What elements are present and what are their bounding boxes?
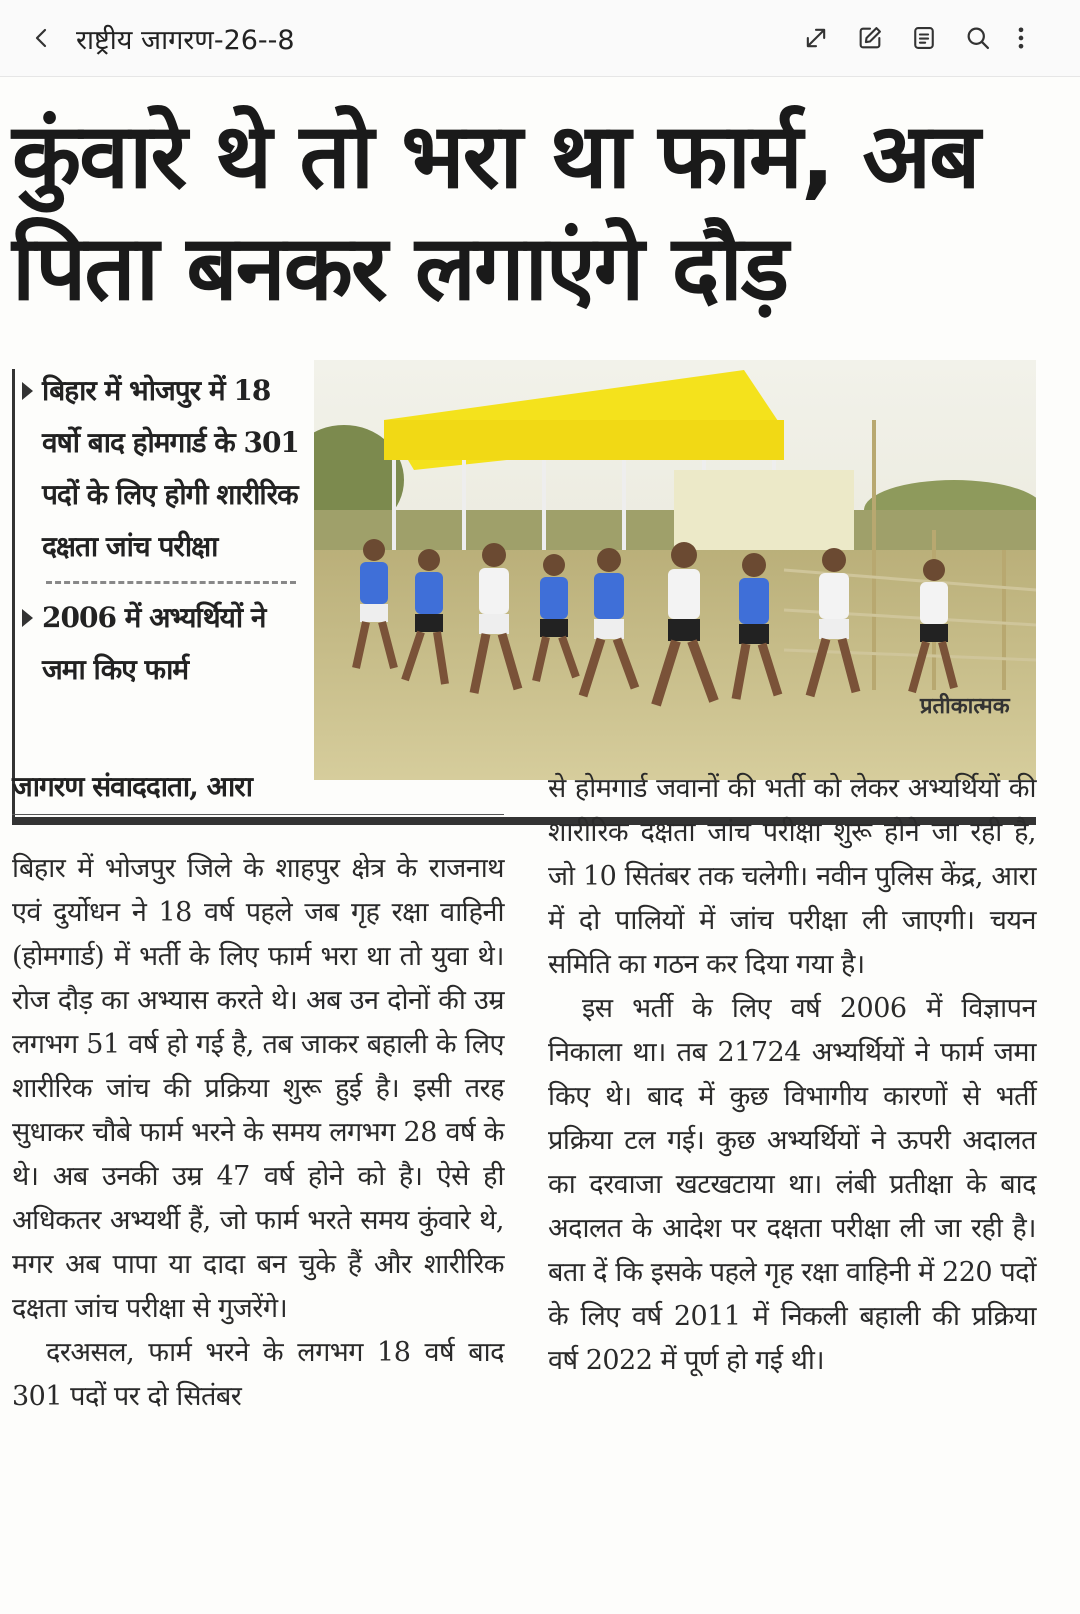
bullet-triangle-icon: [22, 382, 33, 400]
article-column-2: [548, 767, 1036, 1383]
edit-button[interactable]: [850, 18, 890, 58]
expand-button[interactable]: [796, 18, 836, 58]
byline: जागरण संवाददाता, आरा: [12, 770, 253, 803]
headline-line-2: पिता बनकर लगाएंगे दौड़: [12, 216, 787, 321]
edit-icon: [856, 24, 884, 52]
photo-credit: प्रतीकात्मक: [920, 693, 1010, 719]
more-options-button[interactable]: [1006, 18, 1036, 58]
article-paragraph: से होमगार्ड जवानों की भर्ती को लेकर अभ्यर्थियों की शारीरिक दक्षता जांच परीक्षा शुरू होने जा रही है, जो 10 सितंबर तक चलेगी। नवीन पुलिस केंद्र, आरा में दो पालियों में जांच परीक्षा ली जाएगी। चयन समिति का गठन कर दिया गया है।: [548, 773, 1036, 980]
document-title: राष्ट्रीय जागरण-26--8: [76, 25, 295, 56]
bullet-divider: [46, 581, 296, 584]
newspaper-clipping: [0, 77, 1080, 1614]
highlight-bullet-1: बिहार में भोजपुर में 18 वर्षो बाद होमगार्ड के 301 पदों के लिए होगी शारीरिक दक्षता जांच परीक्षा: [22, 365, 312, 573]
frame-left-rule: [12, 369, 15, 819]
top-app-bar: [0, 0, 1080, 77]
search-icon: [964, 24, 992, 52]
reader-icon: [910, 24, 938, 52]
article-paragraph: दरअसल, फार्म भरने के लगभग 18 वर्ष बाद 301 पदों पर दो सितंबर: [12, 1337, 504, 1412]
reader-mode-button[interactable]: [904, 18, 944, 58]
article-paragraph: इस भर्ती के लिए वर्ष 2006 में विज्ञापन निकाला था। तब 21724 अभ्यर्थियों ने फार्म जमा किए थे। बाद में कुछ विभागीय कारणों से भर्ती प्रक्रिया टल गई। कुछ अभ्यर्थियों ने ऊपरी अदालत का दरवाजा खटखटाया था। लंबी प्रतीक्षा के बाद अदालत के आदेश पर दक्षता परीक्षा ली जा रही है। बता दें कि इसके पहले गृह रक्षा वाहिनी में 220 पदों के लिए वर्ष 2011 में निकली बहाली की प्रक्रिया वर्ष 2022 में पूर्ण हो गई थी।: [548, 993, 1036, 1376]
chevron-left-icon: [30, 26, 54, 50]
more-vert-icon: [1007, 24, 1035, 52]
highlights-box: [22, 365, 312, 696]
bullet-triangle-icon: [22, 609, 33, 627]
article-paragraph: बिहार में भोजपुर जिले के शाहपुर क्षेत्र के राजनाथ एवं दुर्योधन ने 18 वर्ष पहले जब गृह रक्षा वाहिनी (होमगार्ड) में भर्ती के लिए फार्म भरा था तो युवा थे। रोज दौड़ का अभ्यास करते थे। अब उन दोनों की उम्र लगभग 51 वर्ष हो गई है, तब जाकर बहाली के लिए शारीरिक जांच की प्रक्रिया शुरू हुई है। इसी तरह सुधाकर चौबे फार्म भरने के समय लगभग 28 वर्ष के थे। अब उनकी उम्र 47 वर्ष होने को है। ऐसे ही अधिकतर अभ्यर्थी हैं, जो फार्म भरते समय कुंवारे थे, मगर अब पापा या दादा बन चुके हैं और शारीरिक दक्षता जांच परीक्षा से गुजरेंगे।: [12, 853, 504, 1324]
highlight-bullet-2: 2006 में अभ्यर्थियों ने जमा किए फार्म: [22, 592, 312, 696]
back-button[interactable]: [22, 18, 62, 58]
headline: [12, 101, 1072, 325]
byline-divider: [12, 814, 504, 815]
headline-line-1: कुंवारे थे तो भरा था फार्म, अब: [12, 104, 979, 209]
article-column-1: [12, 847, 504, 1419]
search-button[interactable]: [958, 18, 998, 58]
expand-icon: [802, 24, 830, 52]
